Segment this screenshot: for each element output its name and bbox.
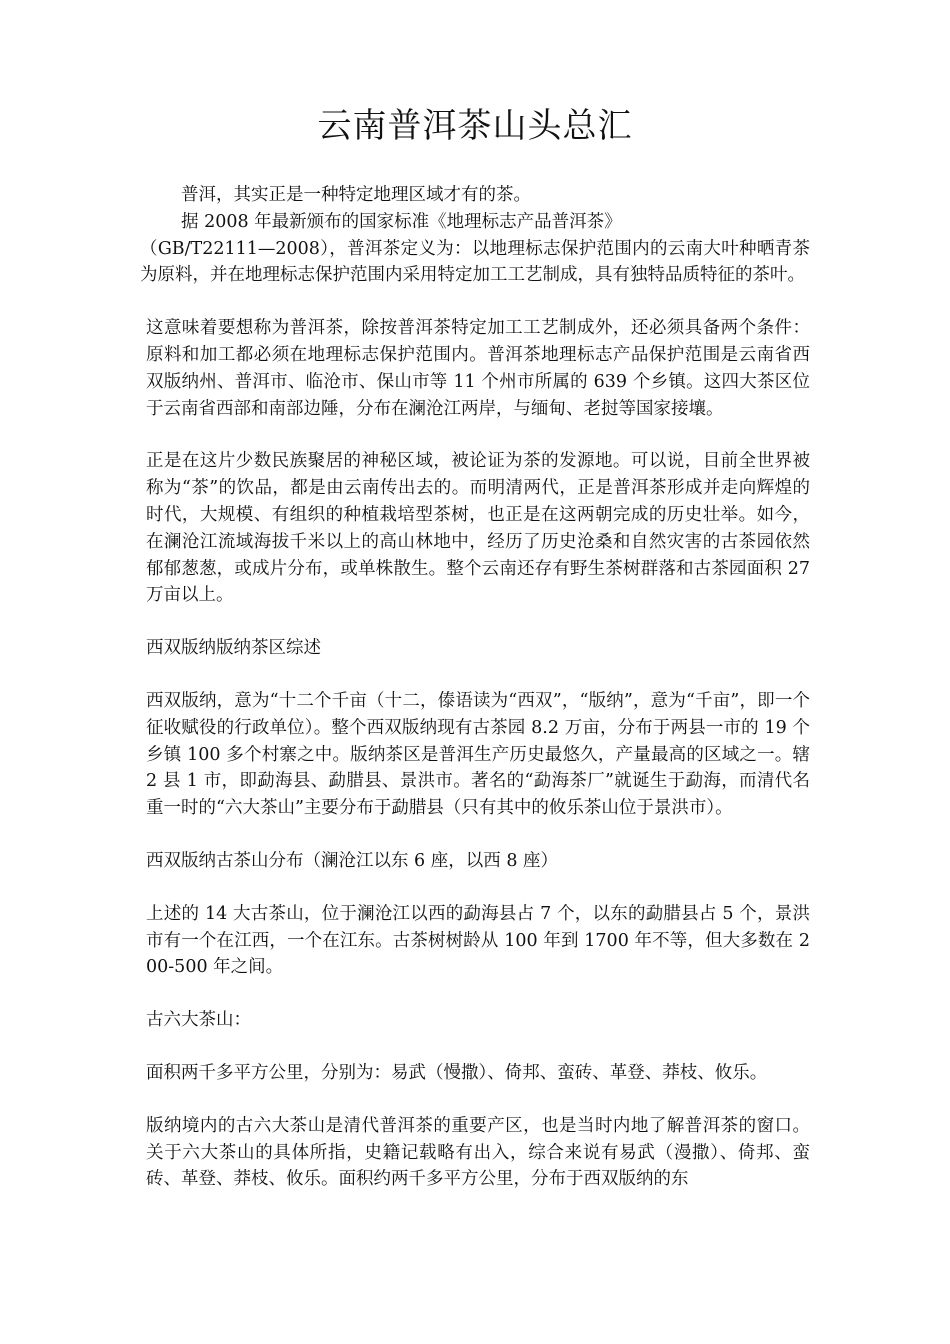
paragraph-definition: （GB/T22111—2008），普洱茶定义为：以地理标志保护范围内的云南大叶种晒青茶为原料，并在地理标志保护范围内采用特定加工工艺制成，具有独特品质特征的茶叶。 (140, 238, 810, 286)
section-heading-six-mountains: 古六大茶山： (146, 1010, 251, 1031)
paragraph-xishuangbanna: 西双版纳，意为“十二个千亩（十二，傣语读为“西双”，“版纳”，意为“千亩”，即一个征收赋役的行政单位）。整个西双版纳现有古茶园 8.2 万亩，分布于两县一市的 19 个乡镇 100 多个村寨之中。版纳茶区是普洱生产历史最悠久，产量最高的区域之一。辖 2 县 1 市，即勐海县、勐腊县、景洪市。著名的“勐海茶厂”就诞生于勐海，而清代名重一时的“六大茶山”主要分布于勐腊县（只有其中的攸乐茶山位于景洪市）。 (146, 690, 810, 819)
paragraph-origin: 正是在这片少数民族聚居的神秘区域，被论证为茶的发源地。可以说，目前全世界被称为“茶”的饮品，都是由云南传出去的。而明清两代，正是普洱茶形成并走向辉煌的时代，大规模、有组织的种植栽培型茶树，也正是在这两朝完成的历史壮举。如今，在澜沧江流域海拔千米以上的高山林地中，经历了历史沧桑和自然灾害的古茶园依然郁郁葱葱，或成片分布，或单株散生。整个云南还存有野生茶树群落和古茶园面积 27 万亩以上。 (146, 451, 810, 606)
paragraph-tea-mountains: 上述的 14 大古茶山，位于澜沧江以西的勐海县占 7 个，以东的勐腊县占 5 个，景洪市有一个在江西，一个在江东。古茶树树龄从 100 年到 1700 年不等，但大多数在 200-500 年之间。 (146, 903, 810, 978)
paragraph-six-mountains-detail: 版纳境内的古六大茶山是清代普洱茶的重要产区，也是当时内地了解普洱茶的窗口。关于六大茶山的具体所指，史籍记载略有出入，综合来说有易武（漫撒）、倚邦、蛮砖、革登、莽枝、攸乐。面积约两千多平方公里，分布于西双版纳的东 (146, 1115, 810, 1190)
paragraph-meaning: 这意味着要想称为普洱茶，除按普洱茶特定加工工艺制成外，还必须具备两个条件：原料和加工都必须在地理标志保护范围内。普洱茶地理标志产品保护范围是云南省西双版纳州、普洱市、临沧市、保山市等 11 个州市所属的 639 个乡镇。这四大茶区位于云南省西部和南部边陲，分布在澜沧江两岸，与缅甸、老挝等国家接壤。 (146, 318, 810, 419)
paragraph-standard: 据 2008 年最新颁布的国家标准《地理标志产品普洱茶》 (181, 211, 622, 232)
section-heading-xishuangbanna: 西双版纳版纳茶区综述 (146, 638, 321, 659)
paragraph-intro: 普洱，其实正是一种特定地理区域才有的茶。 (181, 185, 531, 205)
section-heading-tea-mountains: 西双版纳古茶山分布（澜沧江以东 6 座，以西 8 座） (146, 850, 559, 871)
paragraph-six-mountains-area: 面积两千多平方公里，分别为：易武（慢撒）、倚邦、蛮砖、革登、莽枝、攸乐。 (146, 1062, 768, 1083)
document-title: 云南普洱茶山头总汇 (317, 106, 633, 146)
document-body (140, 182, 810, 1193)
